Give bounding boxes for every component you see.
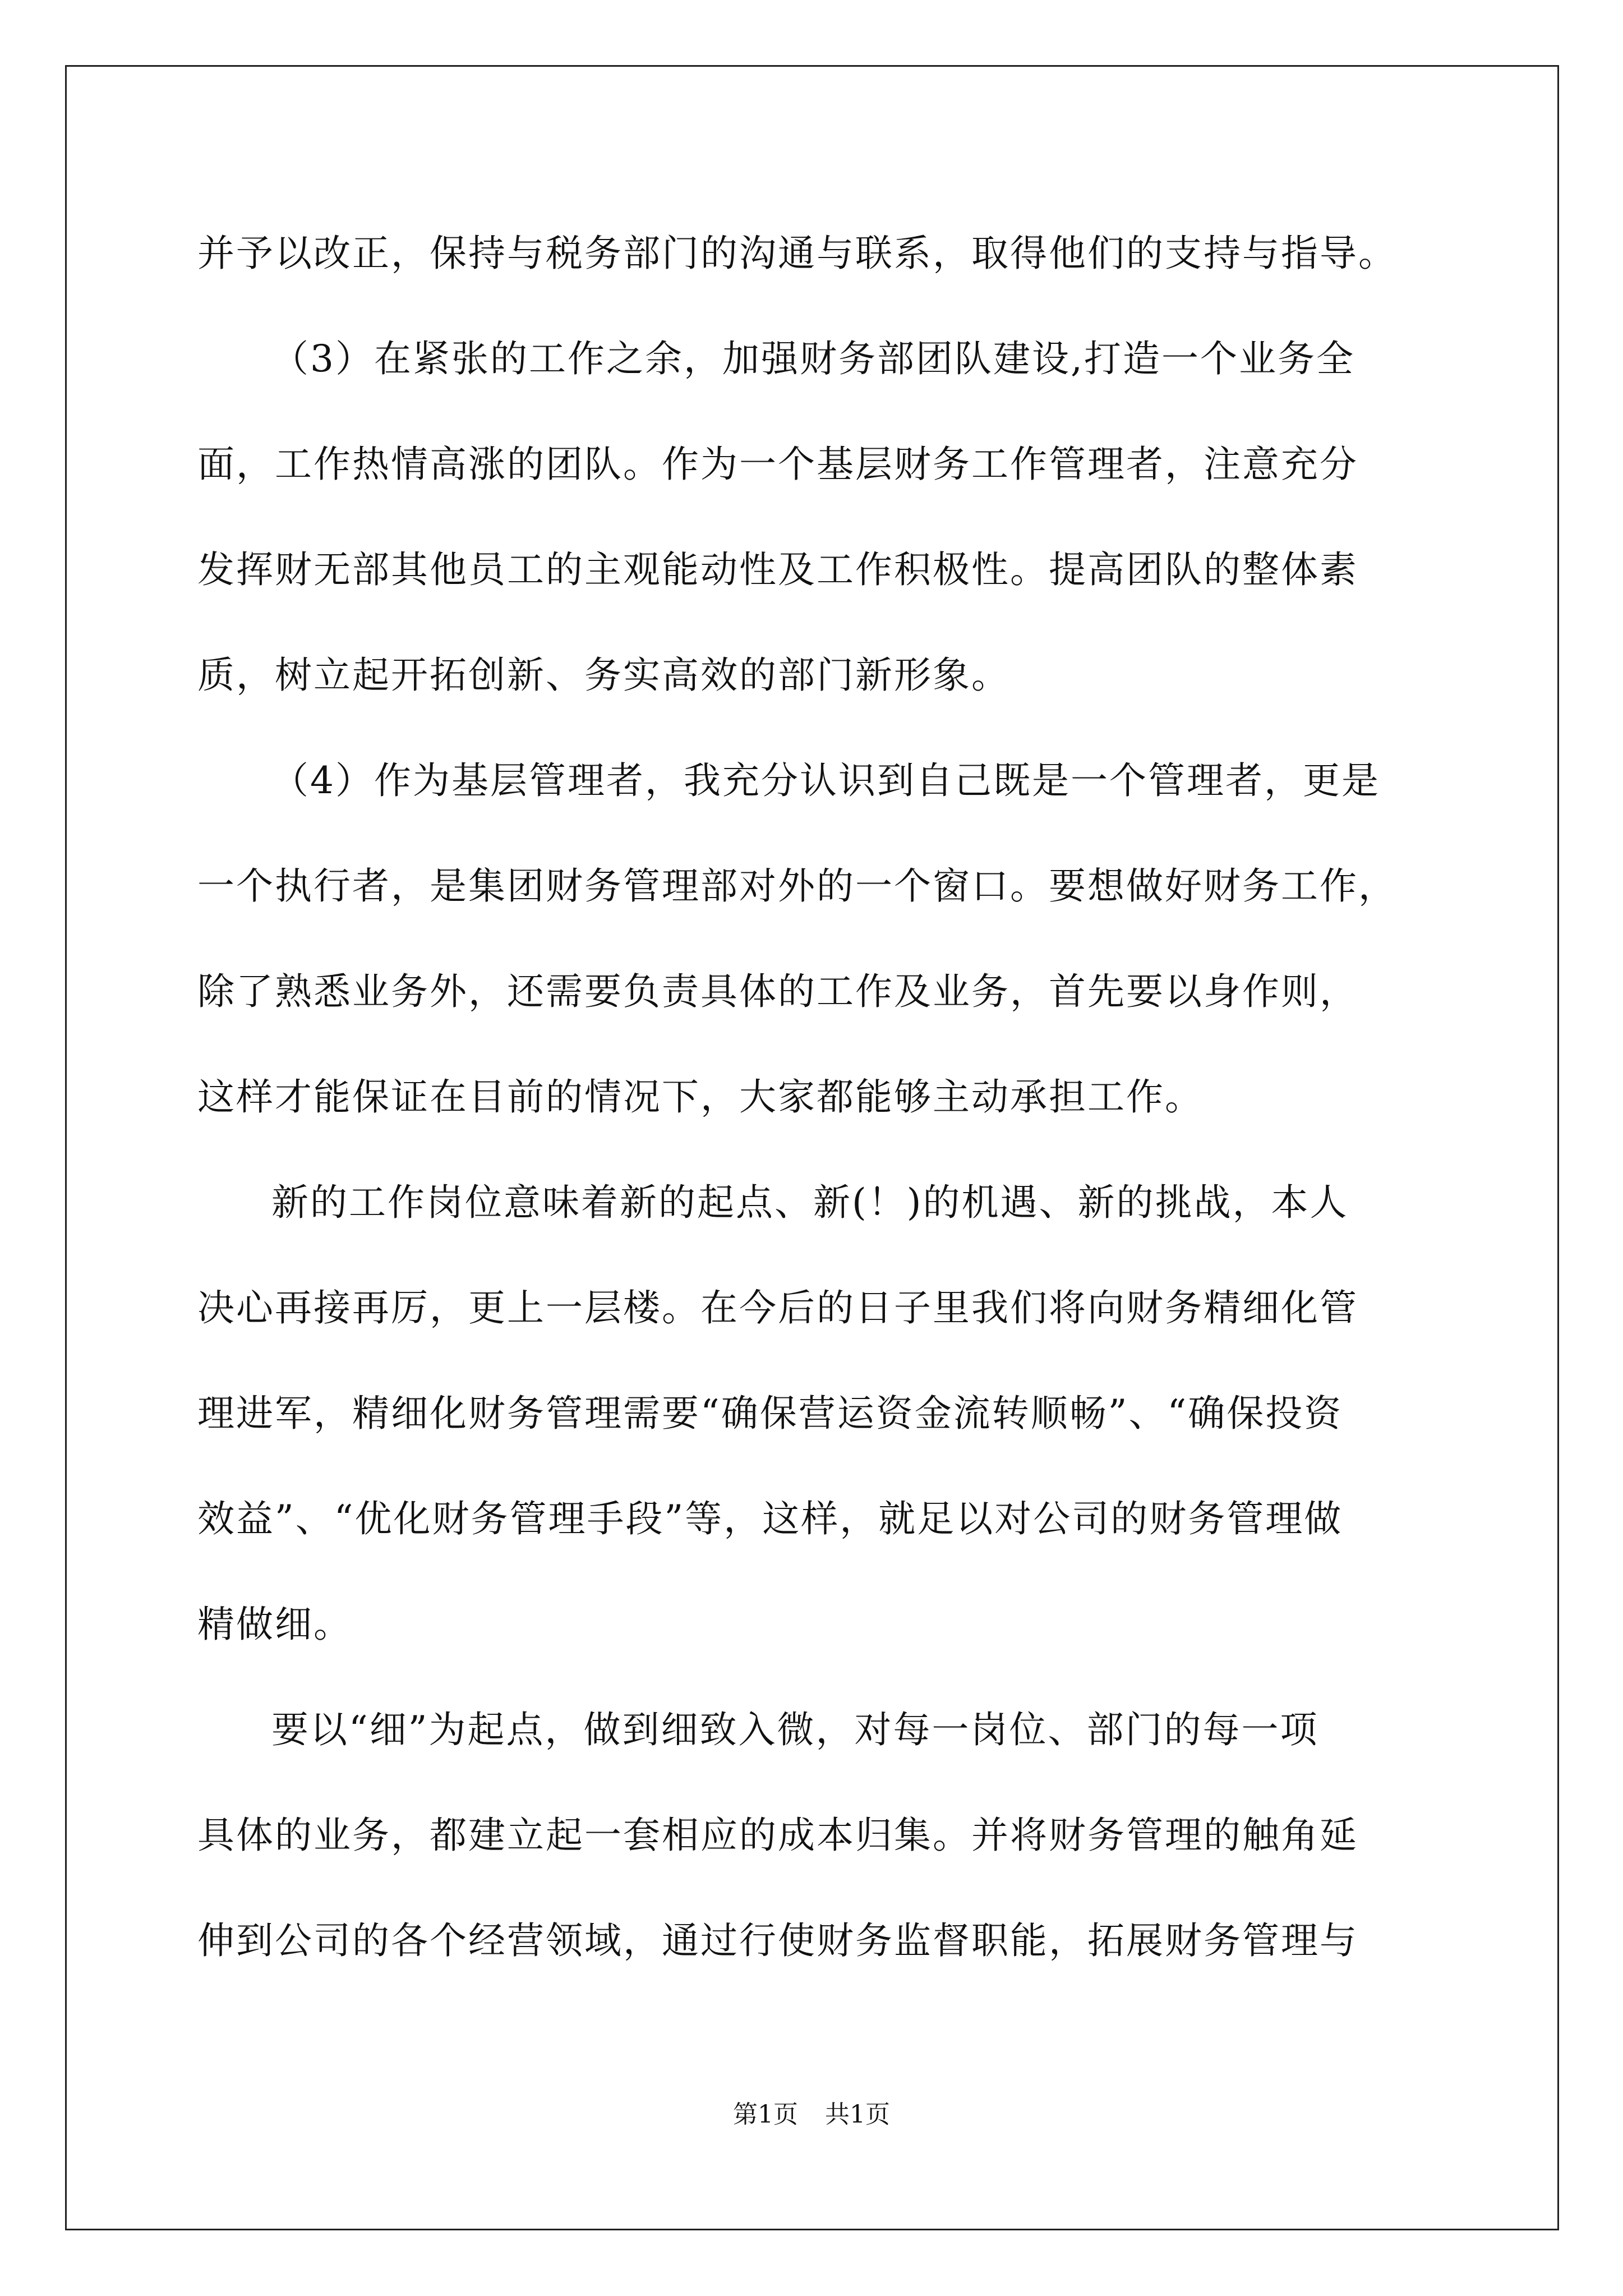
text-line: 伸到公司的各个经营领域，通过行使财务监督职能，拓展财务管理与: [197, 1919, 1358, 1962]
text-line: 一个执行者，是集团财务管理部对外的一个窗口。要想做好财务工作，: [197, 864, 1397, 908]
text-line: 决心再接再厉，更上一层楼。在今后的日子里我们将向财务精细化管: [197, 1286, 1358, 1329]
text-line: 这样才能保证在目前的情况下，大家都能够主动承担工作。: [197, 1075, 1204, 1119]
text-line: 具体的业务，都建立起一套相应的成本归集。并将财务管理的触角延: [197, 1814, 1358, 1857]
page-border: [65, 65, 1559, 2230]
text-line: 并予以改正，保持与税务部门的沟通与联系，取得他们的支持与指导。: [197, 232, 1397, 275]
page-footer: [0, 2099, 1623, 2131]
text-line: 除了熟悉业务外，还需要负责具体的工作及业务，首先要以身作则，: [197, 970, 1358, 1013]
text-line: 新的工作岗位意味着新的起点、新(！)的机遇、新的挑战，本人: [271, 1181, 1349, 1224]
text-line: 质，树立起开拓创新、务实高效的部门新形象。: [197, 654, 1010, 697]
text-line: 面，工作热情高涨的团队。作为一个基层财务工作管理者，注意充分: [197, 443, 1358, 486]
text-line: 精做细。: [197, 1603, 352, 1646]
text-line: 效益”、“优化财务管理手段”等，这样，就足以对公司的财务管理做: [197, 1497, 1343, 1540]
text-line: 发挥财无部其他员工的主观能动性及工作积极性。提高团队的整体素: [197, 548, 1358, 591]
text-line: 理进军，精细化财务管理需要“确保营运资金流转顺畅”、“确保投资: [197, 1392, 1343, 1435]
text-line: 要以“细”为起点，做到细致入微，对每一岗位、部门的每一项: [271, 1708, 1319, 1751]
page-total: 共1页: [825, 2100, 890, 2129]
page-number: 第1页: [733, 2100, 798, 2129]
text-line: （3）在紧张的工作之余，加强财务部团队建设,打造一个业务全: [271, 337, 1355, 380]
text-line: （4）作为基层管理者，我充分认识到自己既是一个管理者，更是: [271, 759, 1380, 802]
